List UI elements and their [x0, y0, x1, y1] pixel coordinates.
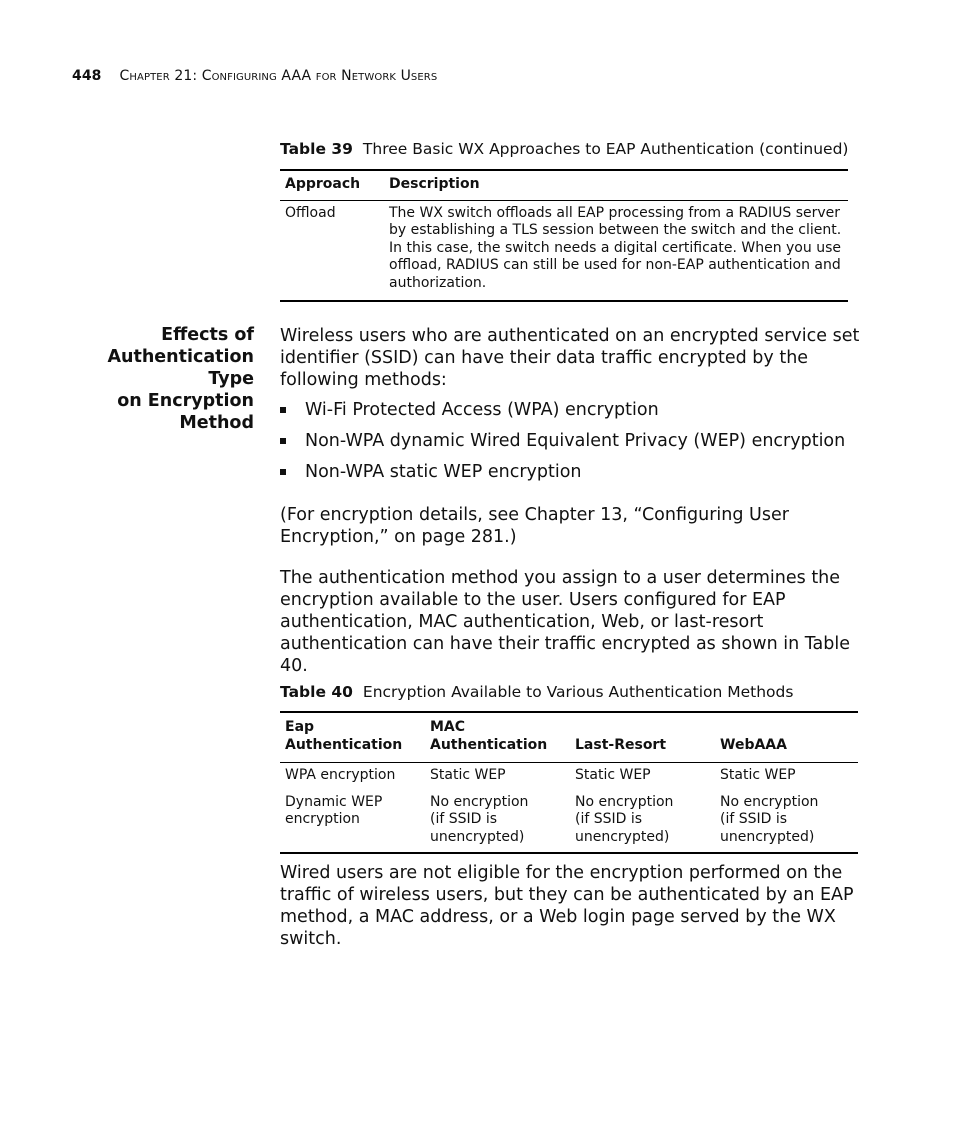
table-cell: No encryption (if SSID is unencrypted) — [430, 793, 529, 845]
bullet-square-icon — [280, 407, 286, 413]
table-cell: Static WEP — [720, 767, 796, 784]
list-item-text: Wi-Fi Protected Access (WPA) encryption — [305, 400, 659, 420]
table-cell: No encryption (if SSID is unencrypted) — [720, 793, 819, 845]
section-heading-line: Authentication Type — [107, 347, 254, 389]
table39-caption — [280, 140, 848, 158]
table-header-cell: Eap Authentication — [280, 712, 425, 763]
list-item-text: Non-WPA dynamic Wired Equivalent Privacy (WEP) encryption — [305, 431, 846, 451]
table-header-cell: MAC Authentication — [425, 712, 570, 763]
table-cell: Offload — [285, 204, 336, 221]
table-row — [280, 200, 848, 300]
table-header-cell: Approach — [280, 170, 384, 200]
list-item — [280, 430, 865, 461]
table40-label: Table 40 — [280, 683, 353, 701]
table-cell: Dynamic WEP encryption — [285, 793, 383, 828]
authentication-paragraph: The authentication method you assign to a user determines the encryption available to the user. Users configured for EAP authentication, MAC authentication, Web, or last-resort authentication can have their traffic encrypted as shown in Table 40. — [280, 568, 850, 676]
table-cell: Static WEP — [430, 767, 506, 784]
list-item — [280, 399, 865, 430]
cross-reference-paragraph: (For encryption details, see Chapter 13, “Configuring User Encryption,” on page 281.) — [280, 505, 789, 547]
intro-paragraph: Wireless users who are authenticated on an encrypted service set identifier (SSID) can have their data traffic encrypted by the following methods: — [280, 326, 860, 390]
page-number: 448 — [72, 68, 102, 84]
table-cell: No encryption (if SSID is unencrypted) — [575, 793, 674, 845]
table-header-cell: Description — [384, 170, 848, 200]
table-header-row — [280, 170, 848, 200]
list-item-text: Non-WPA static WEP encryption — [305, 462, 582, 482]
running-header — [72, 68, 437, 84]
table-header-row — [280, 712, 858, 763]
table-header-cell: WebAAA — [715, 712, 858, 763]
table40-caption — [280, 683, 793, 701]
wired-users-paragraph: Wired users are not eligible for the encryption performed on the traffic of wireless users, but they can be authenticated by an EAP method, a MAC address, or a Web login page served by the WX switch. — [280, 863, 854, 949]
encryption-methods-list — [280, 399, 865, 492]
section-heading-line: Effects of — [161, 325, 254, 345]
bullet-square-icon — [280, 469, 286, 475]
section-heading — [60, 324, 254, 434]
bullet-square-icon — [280, 438, 286, 444]
table-cell: Static WEP — [575, 767, 651, 784]
table40 — [280, 711, 858, 854]
table-cell: The WX switch offloads all EAP processing from a RADIUS server by establishing a TLS session between the switch and the client. In this case, the switch needs a digital certificate. When you use offload, RADIUS can still be used for non-EAP authentication and authorization. — [389, 204, 842, 291]
table-row — [280, 763, 858, 791]
section-heading-line: on Encryption — [117, 391, 254, 411]
table-cell: WPA encryption — [285, 767, 396, 784]
table39 — [280, 169, 848, 302]
table39-title: Three Basic WX Approaches to EAP Authentication (continued) — [362, 140, 849, 158]
table40-title: Encryption Available to Various Authentication Methods — [362, 683, 794, 701]
table-row — [280, 791, 858, 853]
table39-label: Table 39 — [280, 140, 353, 158]
list-item — [280, 461, 865, 492]
section-heading-line: Method — [179, 413, 254, 433]
chapter-title: Chapter 21: Configuring AAA for Network Users — [119, 68, 438, 84]
table-header-cell: Last-Resort — [570, 712, 715, 763]
